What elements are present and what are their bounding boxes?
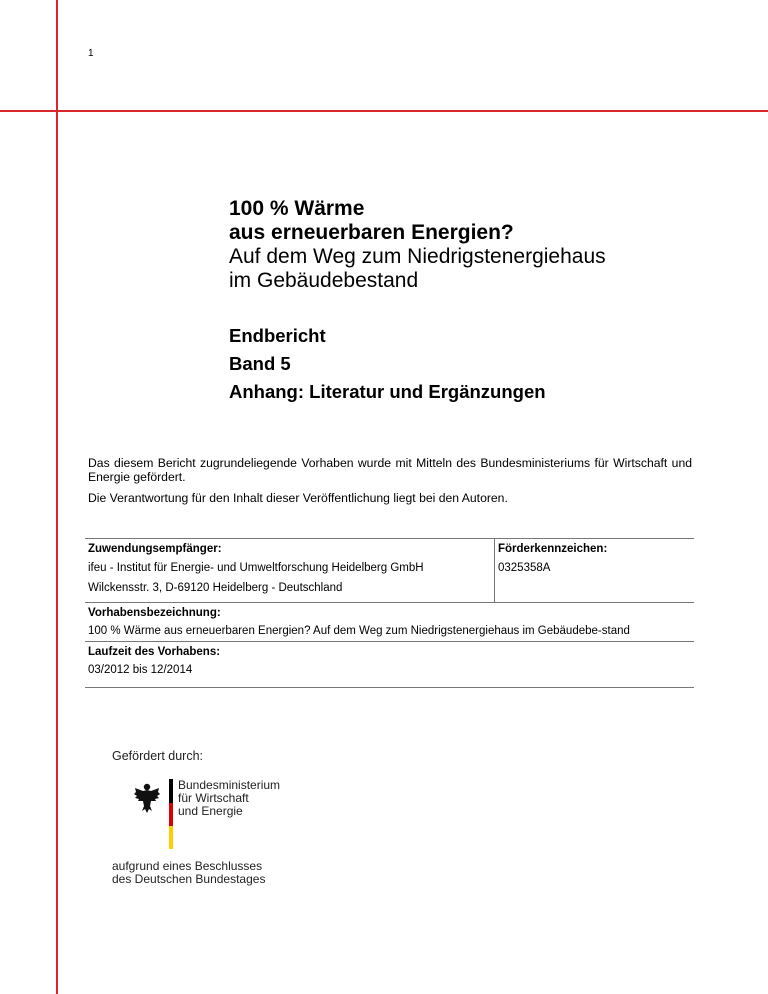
margin-line-horizontal [0, 110, 768, 112]
duration-value: 03/2012 bis 12/2014 [88, 664, 193, 676]
report-type: Endbericht [229, 325, 326, 346]
project-value: 100 % Wärme aus erneuerbaren Energien? Auf dem Weg zum Niedrigstenergiehaus im Gebäudebe-stand [88, 625, 630, 637]
ministry-logo [112, 749, 332, 889]
title-line-1: 100 % Wärme [229, 197, 365, 220]
subtitle-line-1: Auf dem Weg zum Niedrigstenergiehaus [229, 245, 606, 268]
intro-text [88, 456, 692, 505]
project-label: Vorhabensbezeichnung: [88, 607, 221, 619]
table-row [85, 538, 694, 603]
funding-note: Das diesem Bericht zugrundeliegende Vorhaben wurde mit Mitteln des Bundesministeriums für Wirtschaft und Energie gefördert. [88, 456, 692, 484]
table-row [85, 603, 694, 642]
report-appendix: Anhang: Literatur und Ergänzungen [229, 381, 546, 402]
recipient-cell [85, 539, 495, 602]
page-number: 1 [88, 48, 94, 59]
margin-line-vertical [56, 0, 58, 994]
grant-value: 0325358A [498, 562, 551, 574]
decision-line-2: des Deutschen Bundestages [112, 872, 266, 886]
german-flag-bar [169, 779, 173, 849]
subtitle-line-2: im Gebäudebestand [229, 269, 419, 292]
responsibility-note: Die Verantwortung für den Inhalt dieser Veröffentlichung liegt bei den Autoren. [88, 491, 508, 505]
report-volume: Band 5 [229, 353, 291, 374]
project-info-table [85, 538, 694, 688]
federal-eagle-icon [133, 782, 161, 814]
grant-cell [495, 539, 694, 602]
table-row [85, 642, 694, 688]
recipient-label: Zuwendungsempfänger: [88, 543, 222, 555]
grant-label: Förderkennzeichen: [498, 543, 608, 555]
report-info [229, 322, 729, 406]
title-block [229, 197, 729, 293]
ministry-line-2: für Wirtschaft [178, 791, 249, 805]
ministry-line-3: und Energie [178, 804, 243, 818]
recipient-address: Wilckensstr. 3, D-69120 Heidelberg - Deutschland [88, 582, 343, 594]
duration-label: Laufzeit des Vorhabens: [88, 646, 221, 658]
ministry-name [178, 779, 280, 818]
ministry-line-1: Bundesministerium [178, 778, 281, 792]
bundestag-decision [112, 860, 265, 886]
title-line-2: aus erneuerbaren Energien? [229, 221, 514, 244]
decision-line-1: aufgrund eines Beschlusses [112, 859, 263, 873]
recipient-name: ifeu - Institut für Energie- und Umweltforschung Heidelberg GmbH [88, 562, 424, 574]
funded-by-label: Gefördert durch: [112, 749, 204, 763]
